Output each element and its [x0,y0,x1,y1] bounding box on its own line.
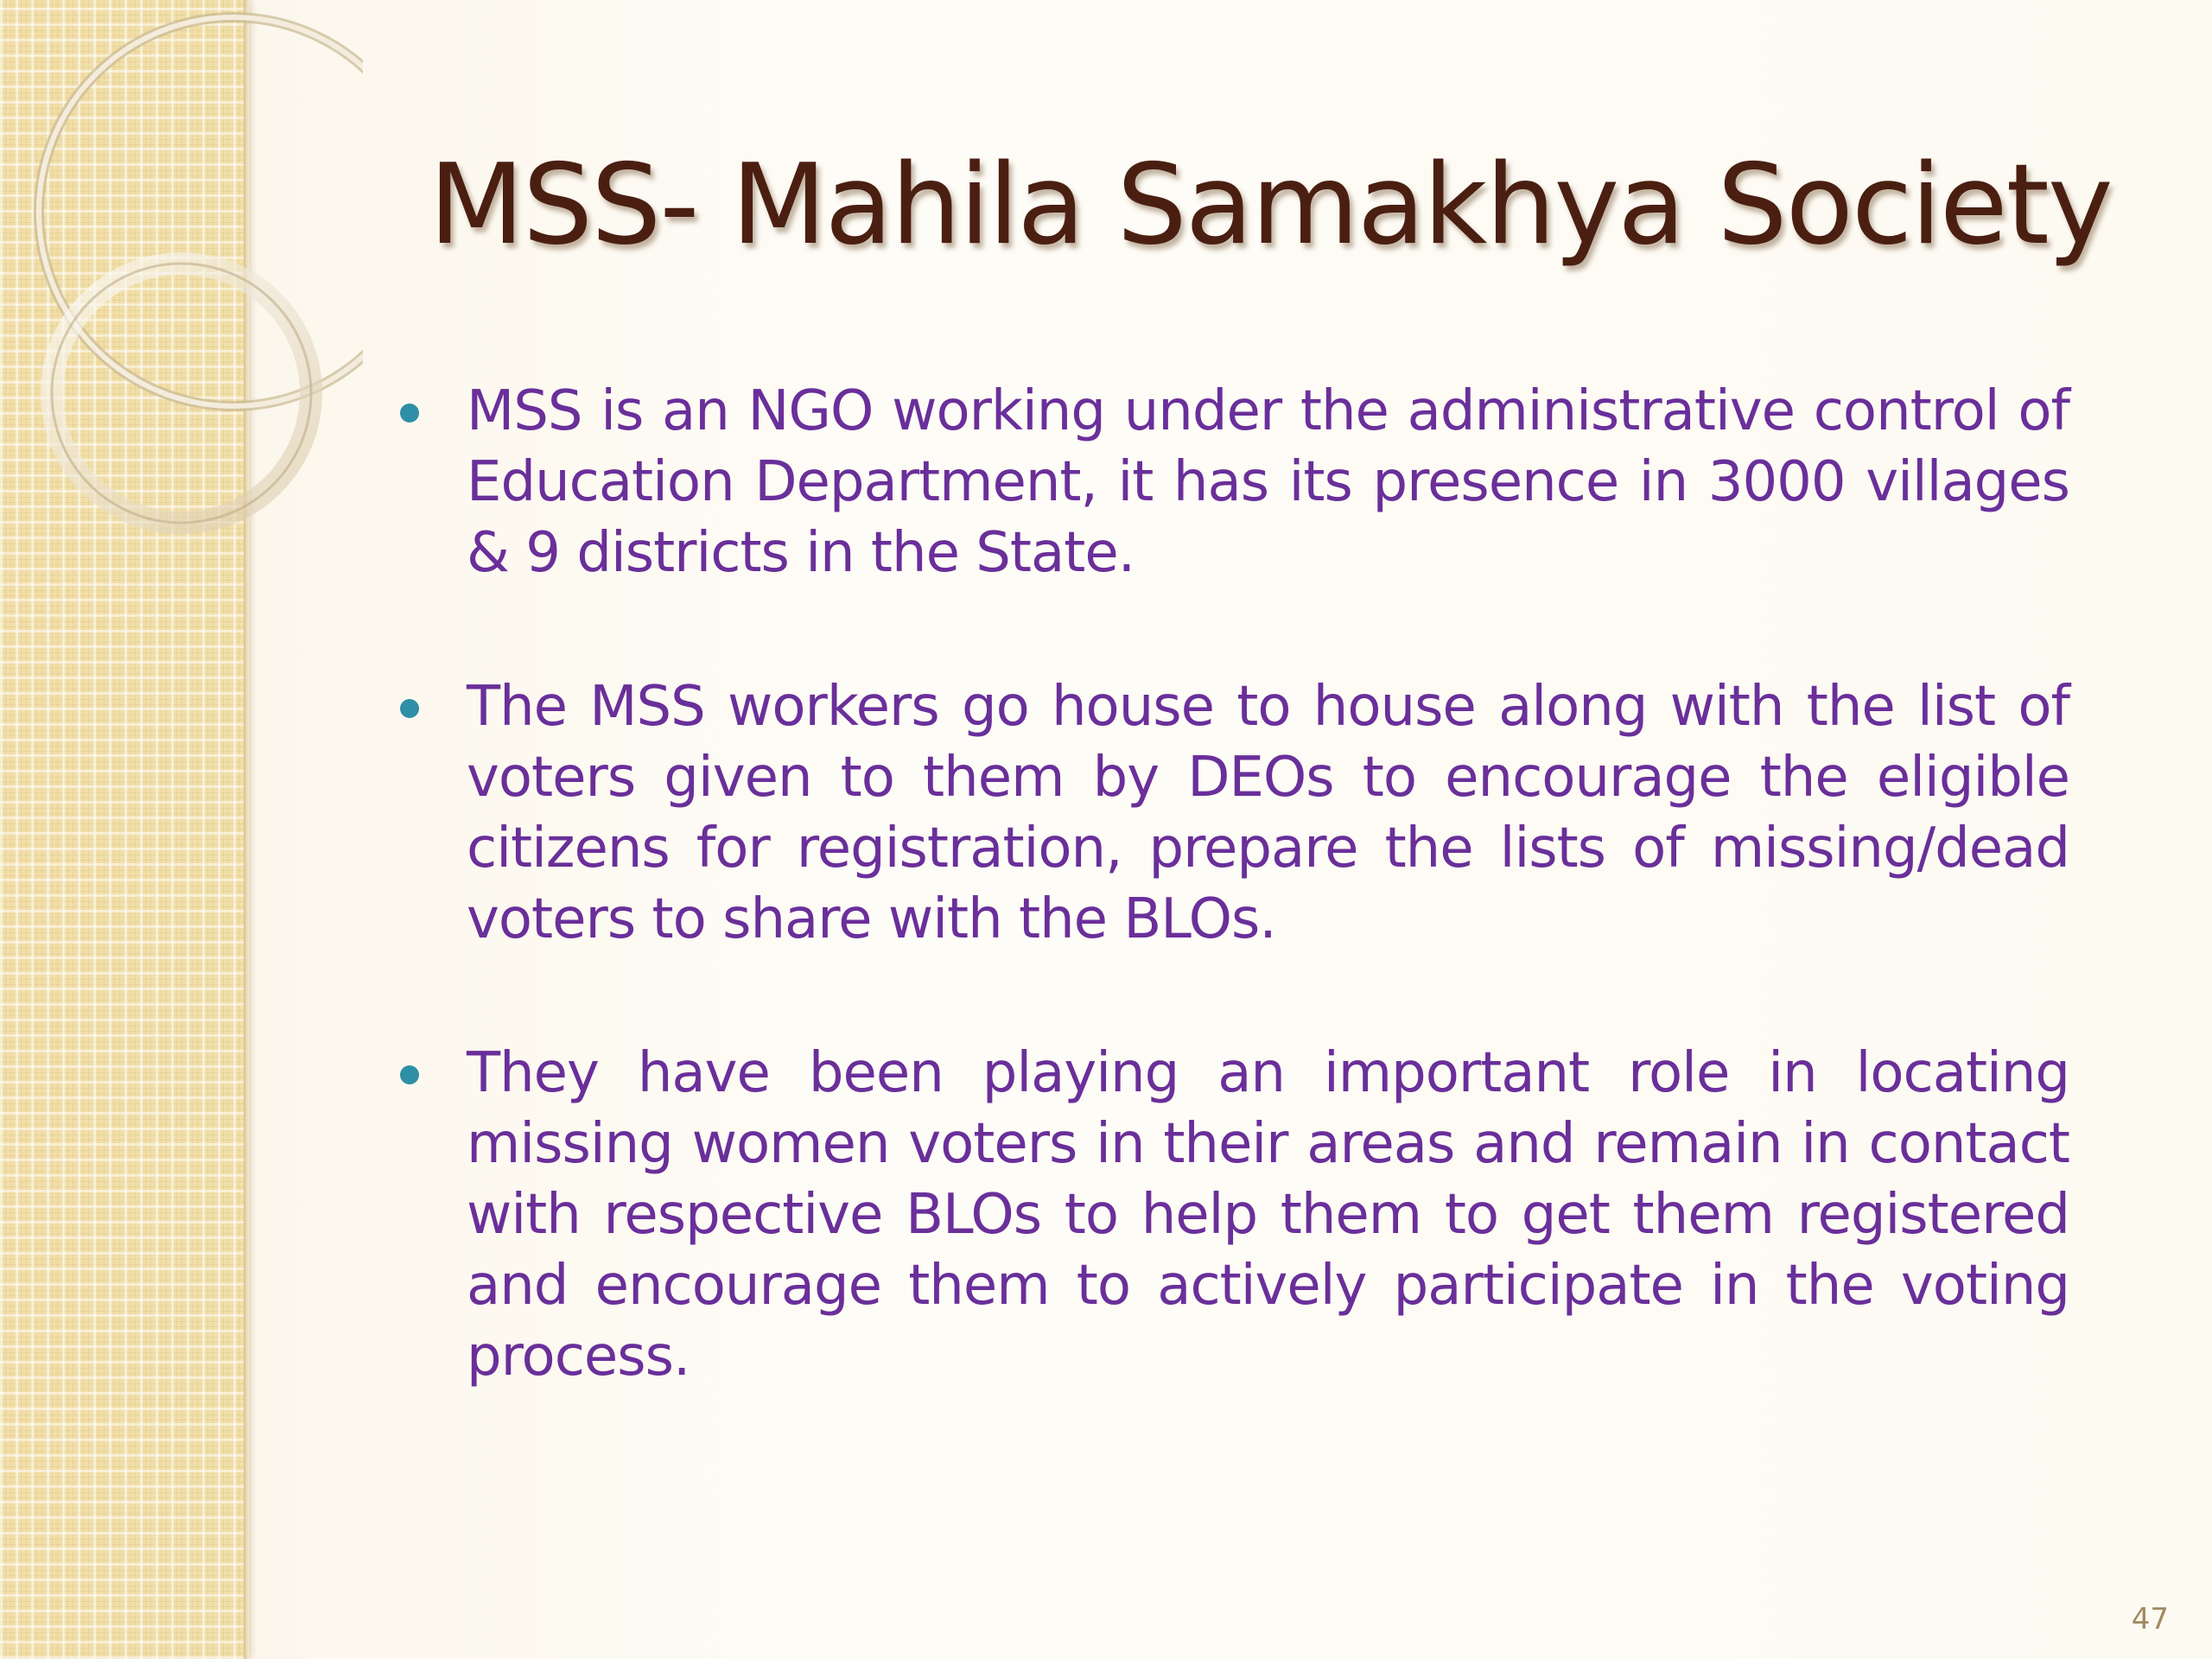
bullet-item [393,1038,2069,1392]
bullet-list [393,376,2069,1475]
bullet-item [393,376,2069,588]
bullet-dot-icon [400,1065,419,1084]
page-number: 47 [2131,1602,2169,1637]
bullet-text: MSS is an NGO working under the administrative control of Education Department, it has its presence in 3000 villages & 9 districts in the State. [467,379,2069,585]
bullet-text: The MSS workers go house to house along with the list of voters given to them by DEOs to encourage the eligible citizens for registration, prepare the lists of missing/dead voters to share with the BLOs. [467,675,2069,951]
bullet-text: They have been playing an important role in locating missing women voters in their areas and remain in contact with respective BLOs to help them to get them registered and encourage them to actively participate in the voting process. [467,1041,2069,1389]
bullet-dot-icon [400,699,419,718]
slide-title: MSS- Mahila Samakhya Society [429,141,2112,270]
bullet-item [393,671,2069,955]
bullet-dot-icon [400,404,419,423]
decorative-rings-icon [0,0,363,605]
